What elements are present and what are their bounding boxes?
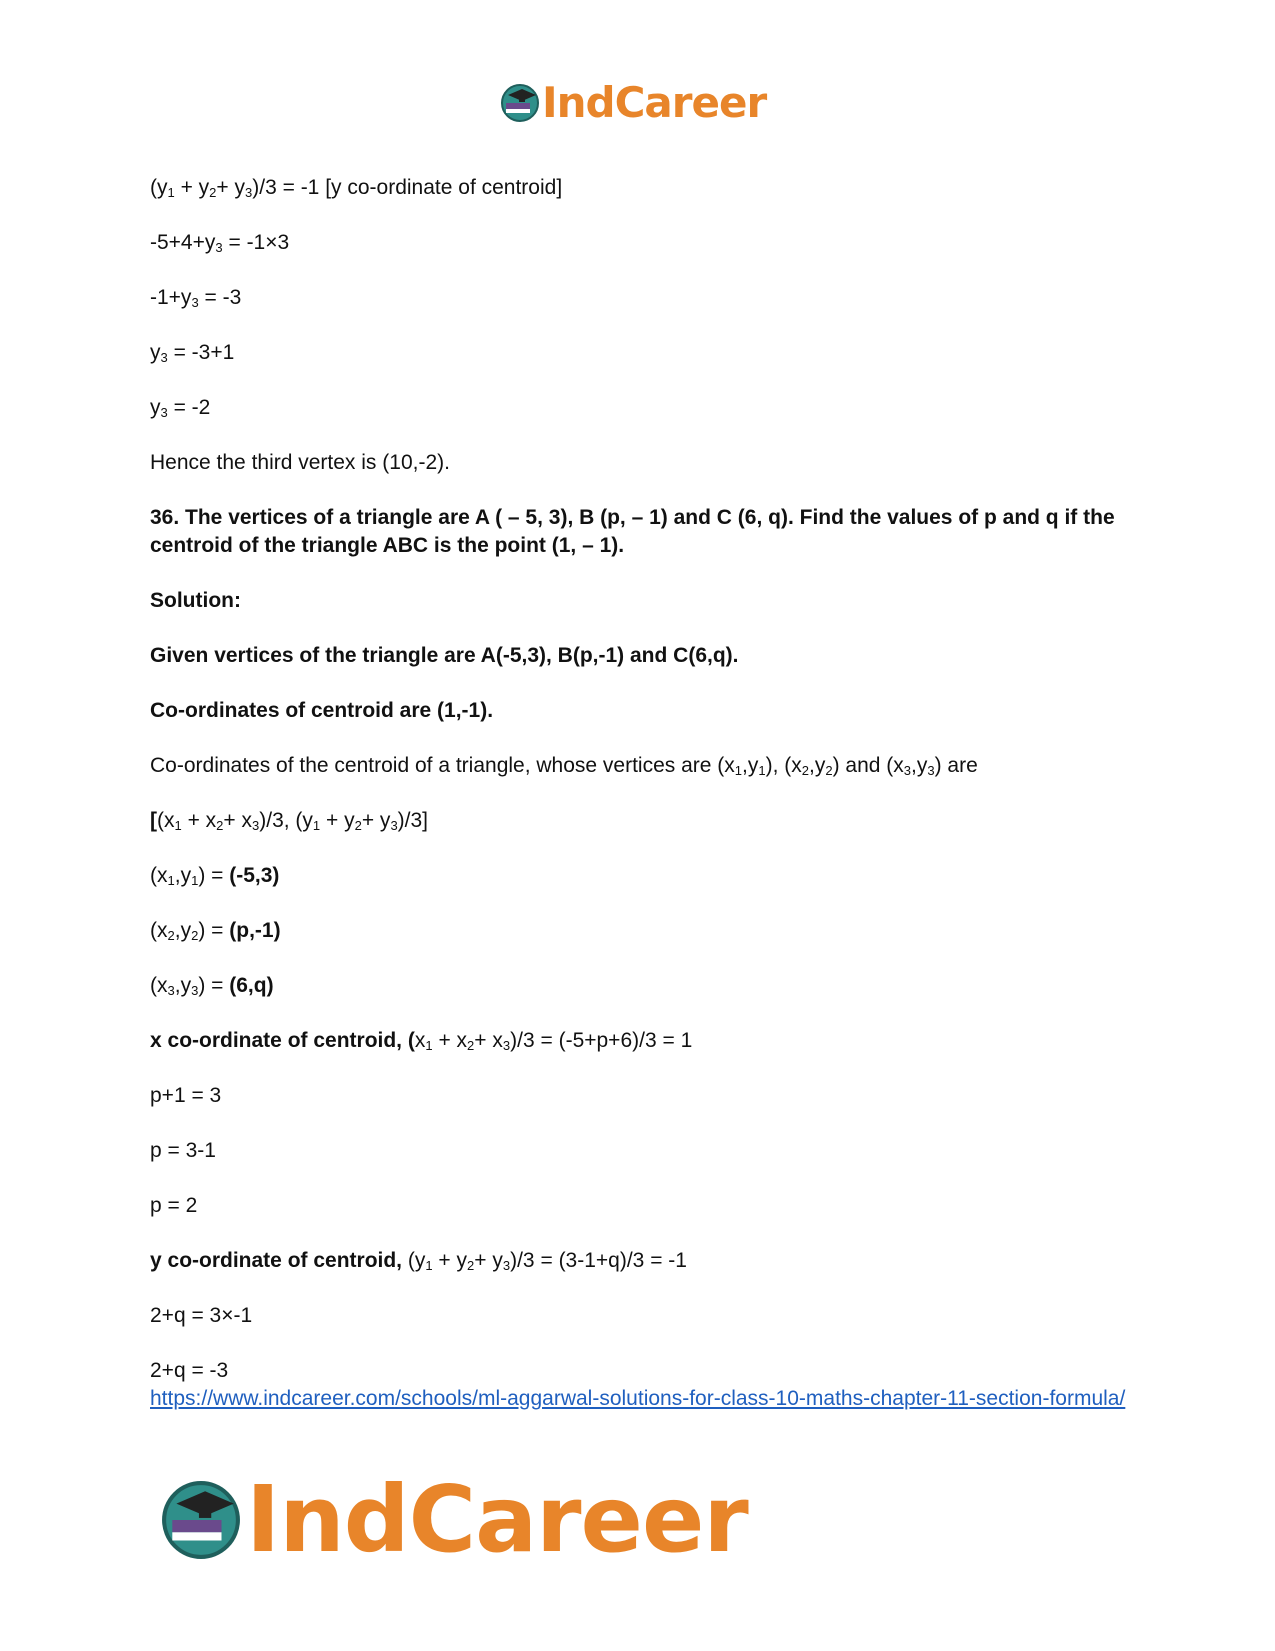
text-line: x co-ordinate of centroid, $(x_1 + x_2+ x_3)/3 = (-5+p+6)/3 = 1$ [150,1029,693,1053]
source-link[interactable]: https://www.indcareer.com/schools/ml-aggarwal-solutions-for-class-10-maths-chapter-11-section-formula/ [150,1387,1126,1410]
text-line: Co-ordinates of centroid are (1,-1). [150,699,494,722]
logo-text: IndCareer [542,78,767,127]
text-line: 2+q = -3 [150,1359,229,1382]
text-line: $-5+4+y_3 = -1\times 3$ [150,231,290,255]
text-line: p = 3-1 [150,1139,216,1162]
text-line: 2+q = 3×-1 [150,1304,253,1327]
text-line: $-1+y_3 = -3$ [150,286,242,310]
text-line: p+1 = 3 [150,1084,222,1107]
graduation-cap-book-icon [160,1479,242,1561]
solution-label: Solution: [150,589,241,612]
text-line: y co-ordinate of centroid, $(y_1 + y_2+ y_3)/3 = (3-1+q)/3 = -1$ [150,1249,687,1273]
text-line: Hence the third vertex is (10,-2). [150,451,450,474]
document-body [150,174,1140,1413]
logo-text: IndCareer [246,1466,748,1573]
text-line: $y_3 = -2$ [150,396,211,420]
header-logo [500,78,766,127]
question-heading: 36. The vertices of a triangle are A ( – 5, 3), B (p, – 1) and C (6, q). Find the values of p and q if the centroid of the triangle ABC is the point (1, – 1). [150,506,1115,557]
text-line: $(x_3,y_3) = (6,q)$ [150,974,274,998]
formula-line: [$(x_1 + x_2+ x_3)/3$, $(y_1 + y_2+ y_3)/3$] [150,809,429,833]
footer-logo [160,1466,748,1573]
text-line: $(y_1 + y_2+ y_3)/3 = -1$ [y co-ordinate of centroid] [150,176,563,200]
graduation-cap-book-icon [500,83,540,123]
text-line: $(x_1,y_1) = (-5,3)$ [150,864,280,888]
text-line: Given vertices of the triangle are A(-5,3), B(p,-1) and C(6,q). [150,644,739,667]
text-line: p = 2 [150,1194,198,1217]
text-line: $(x_2,y_2) = (p,-1)$ [150,919,281,943]
text-line: Co-ordinates of the centroid of a triangle, whose vertices are $(x_1,y_1)$, $(x_2,y_2)$ and $(x_3,y_3)$ are [150,754,978,778]
source-link-line [150,1385,1140,1413]
text-line: $y_3 = -3+1$ [150,341,235,365]
